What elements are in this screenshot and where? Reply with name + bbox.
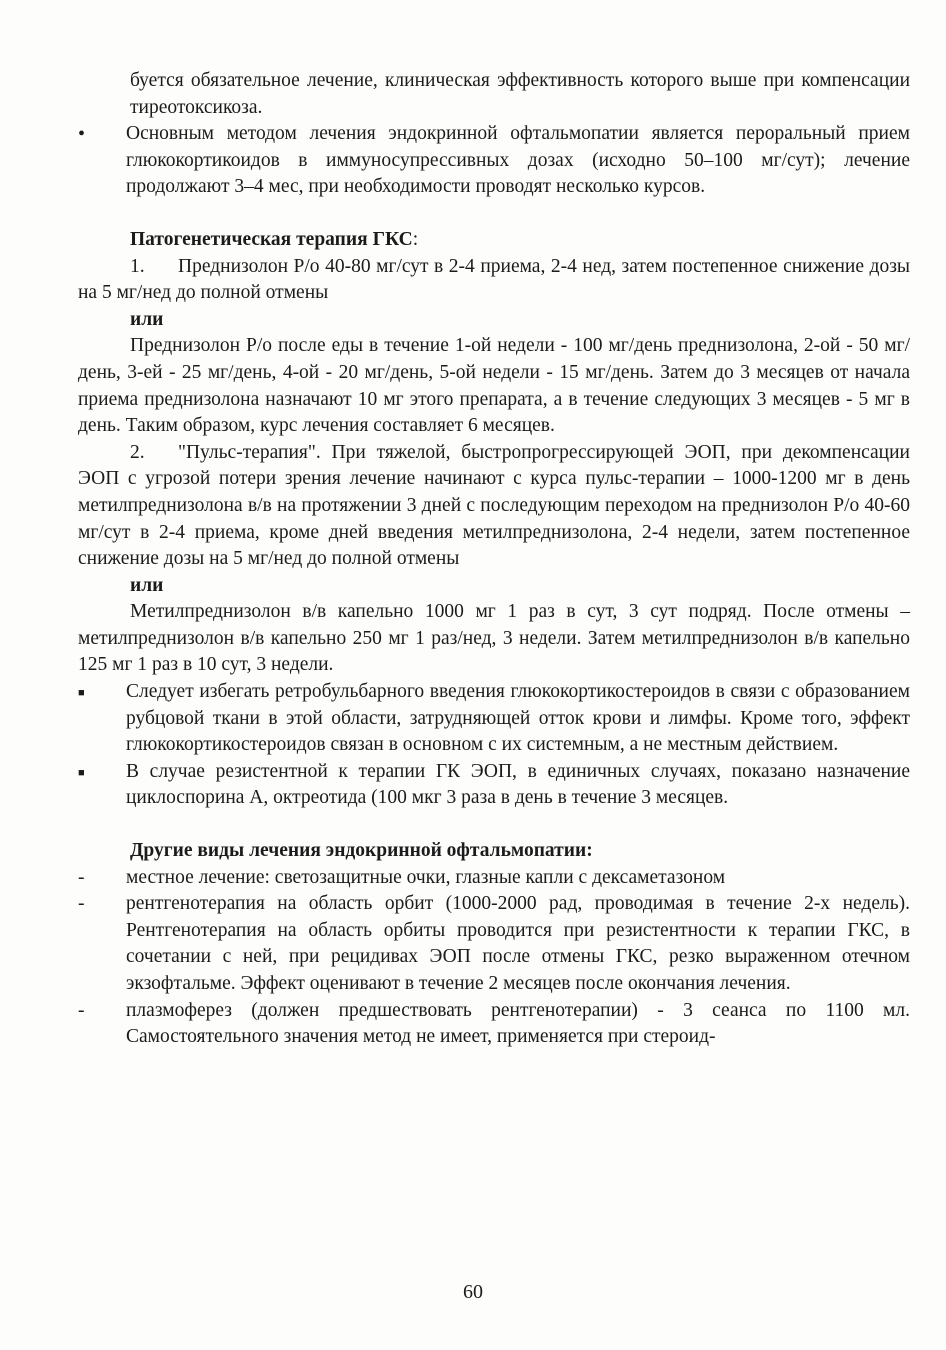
dash-item-text: рентгенотерапия на область орбит (1000-2000 рад, проводимая в течение 2-х недель). Рентгенотерапия на область орбиты проводится при резистентности к терапии ГКС, в сочетании с ней, при рецидивах ЭОП после отмены ГКС, резко выраженном отечном экзофтальме. Эффект оценивают в течение 2 месяцев после окончания лечения.: [126, 893, 910, 994]
bullet-item-resistant: [78, 759, 910, 812]
bullet-dot-icon: •: [78, 123, 86, 146]
paragraph-prednisolone-schedule: Преднизолон Р/о после еды в течение 1-ой недели - 100 мг/день преднизолона, 2-ой - 50 мг/день, 3-ей - 25 мг/день, 4-ой - 20 мг/день, 5-ой недели - 15 мг/день. Затем до 3 месяцев от начала приема преднизолона назначают 10 мг этого препарата, а в течение следующих 3 месяцев - 5 мг в день. Таким образом, курс лечения составляет 6 месяцев.: [78, 335, 910, 437]
dash-item-text: плазмоферез (должен предшествовать рентгенотерапии) - 3 сеанса по 1100 мл. Самостоятельного значения метод не имеет, применяется при стероид-: [126, 999, 910, 1048]
bullet-square-icon: ■: [78, 766, 85, 779]
bullet-square-icon: ■: [78, 687, 85, 700]
spacer: [78, 812, 910, 838]
bullet-text: В случае резистентной к терапии ГК ЭОП, в единичных случаях, показано назначение циклоспорина А, октреотида (100 мкг 3 раза в день в течение 3 месяцев.: [126, 760, 910, 809]
numbered-item-1: [78, 254, 910, 307]
dash-item-local-treatment: [78, 865, 910, 892]
section-heading-other-treatments: Другие виды лечения эндокринной офтальмопатии:: [130, 840, 593, 862]
or-label: или: [130, 574, 164, 596]
item-number: 2.: [130, 441, 145, 463]
dash-marker-icon: -: [78, 866, 85, 888]
item-text: Преднизолон Р/о 40-80 мг/сут в 2-4 приема, 2-4 нед, затем постепенное снижение дозы на 5 мг/нед до полной отмены: [78, 255, 910, 304]
bullet-item-retrobulbar: [78, 679, 910, 759]
page-number: 60: [463, 1281, 483, 1303]
paragraph-methylprednisolone: Метилпреднизолон в/в капельно 1000 мг 1 раз в сут, 3 сут подряд. После отмены – метилпреднизолон в/в капельно 250 мг 1 раз/нед, 3 недели. Затем метилпреднизолон в/в капельно 125 мг 1 раз в 10 сут, 3 недели.: [78, 601, 910, 676]
bullet-text: Следует избегать ретробульбарного введения глюкокортикостероидов в связи с образованием рубцовой ткани в этой области, затрудняющей отток крови и лимфы. Кроме того, эффект глюкокортикостероидов связан в основном с их системным, а не местным действием.: [126, 681, 910, 756]
dash-marker-icon: -: [78, 999, 85, 1021]
page-body: [78, 68, 910, 1051]
or-label: или: [130, 308, 164, 330]
item-text: "Пульс-терапия". При тяжелой, быстропрогрессирующей ЭОП, при декомпенсации ЭОП с угрозой потери зрения лечение начинают с курса пульс-терапии – 1000-1200 мг в день метилпреднизолона в/в на протяжении 3 дней с последующим переходом на преднизолон Р/о 40-60 мг/сут в 2-4 приема, кроме дней введения метилпреднизолона, 2-4 недели, затем постепенное снижение дозы на 5 мг/нед до полной отмены: [78, 441, 910, 570]
dash-item-radiotherapy: [78, 891, 910, 997]
item-number: 1.: [130, 255, 145, 277]
bullet-item-glucocorticoids: [78, 121, 910, 201]
paragraph-continuation: буется обязательное лечение, клиническая эффективность которого выше при компенсации тиреотоксикоза.: [130, 70, 910, 118]
spacer: [78, 201, 910, 227]
heading-text: Патогенетическая терапия ГКС: [130, 228, 413, 250]
heading-colon: :: [412, 228, 419, 250]
dash-item-plasmapheresis: [78, 998, 910, 1051]
dash-item-text: местное лечение: светозащитные очки, глазные капли с дексаметазоном: [126, 866, 726, 888]
bullet-text: Основным методом лечения эндокринной офтальмопатии является пероральный прием глюкокортикоидов в иммуносупрессивных дозах (исходно 50–100 мг/сут); лечение продолжают 3–4 мес, при необходимости проводят несколько курсов.: [126, 123, 910, 198]
numbered-item-2: [78, 440, 910, 573]
section-heading-pathogenetic-therapy: [78, 227, 910, 254]
dash-marker-icon: -: [78, 893, 85, 915]
